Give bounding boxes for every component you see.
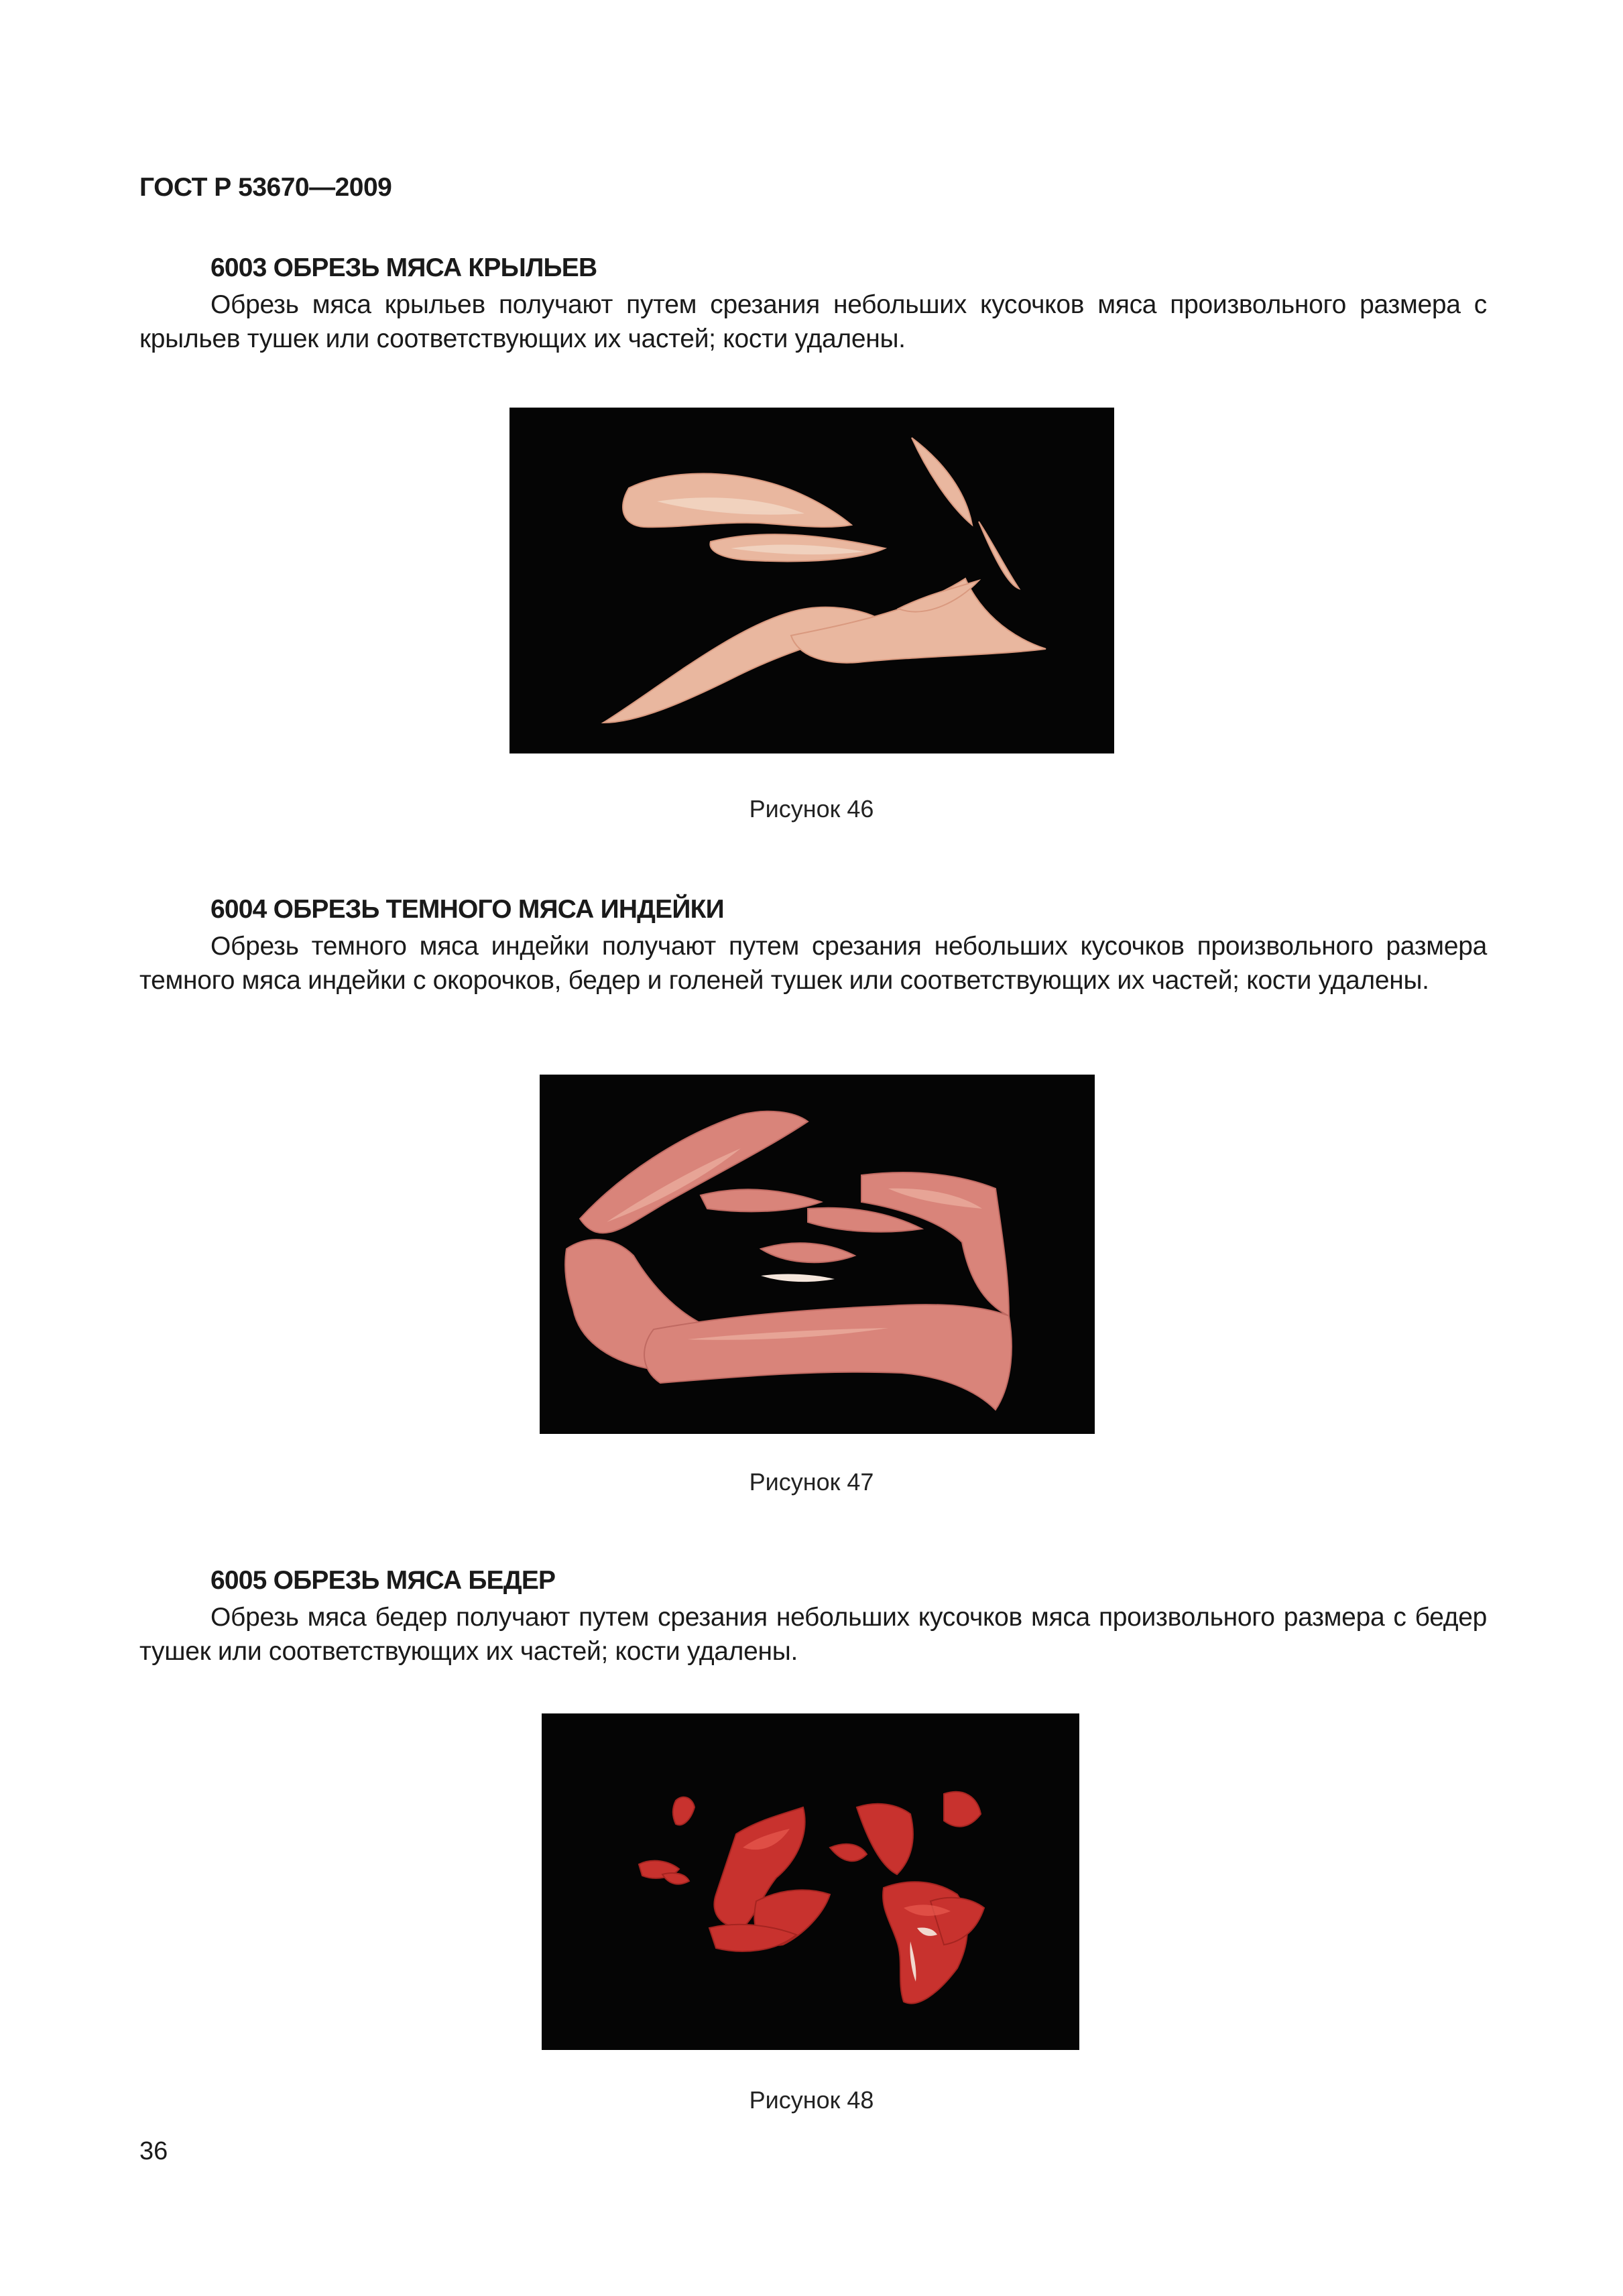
section-title-6004: 6004 ОБРЕЗЬ ТЕМНОГО МЯСА ИНДЕЙКИ <box>211 895 724 924</box>
figure-caption-48: Рисунок 48 <box>749 2086 874 2114</box>
figure-caption-47: Рисунок 47 <box>749 1468 874 1496</box>
section-text-6004: Обрезь темного мяса индейки получают путем срезания небольших кусочков произвольного размера темного мяса индейки с окорочков, бедер и голеней тушек или соответствующих их частей; кости удалены. <box>139 932 1487 995</box>
section-text-6005: Обрезь мяса бедер получают путем срезания небольших кусочков мяса произвольного размера с бедер тушек или соответствующих их частей; кости удалены. <box>139 1603 1487 1666</box>
photo-wing-meat-trimmings <box>509 408 1114 753</box>
figure-caption-46: Рисунок 46 <box>749 795 874 823</box>
standard-header: ГОСТ Р 53670—2009 <box>139 173 392 202</box>
photo-thigh-meat-trimmings <box>542 1713 1079 2050</box>
photo-dark-turkey-meat-trimmings <box>540 1075 1095 1434</box>
section-text-6003: Обрезь мяса крыльев получают путем срезания небольших кусочков мяса произвольного размера с крыльев тушек или соответствующих их частей; кости удалены. <box>139 290 1487 353</box>
section-title-6003: 6003 ОБРЕЗЬ МЯСА КРЫЛЬЕВ <box>211 253 597 282</box>
section-title-6005: 6005 ОБРЕЗЬ МЯСА БЕДЕР <box>211 1566 556 1595</box>
page-number: 36 <box>139 2137 168 2165</box>
